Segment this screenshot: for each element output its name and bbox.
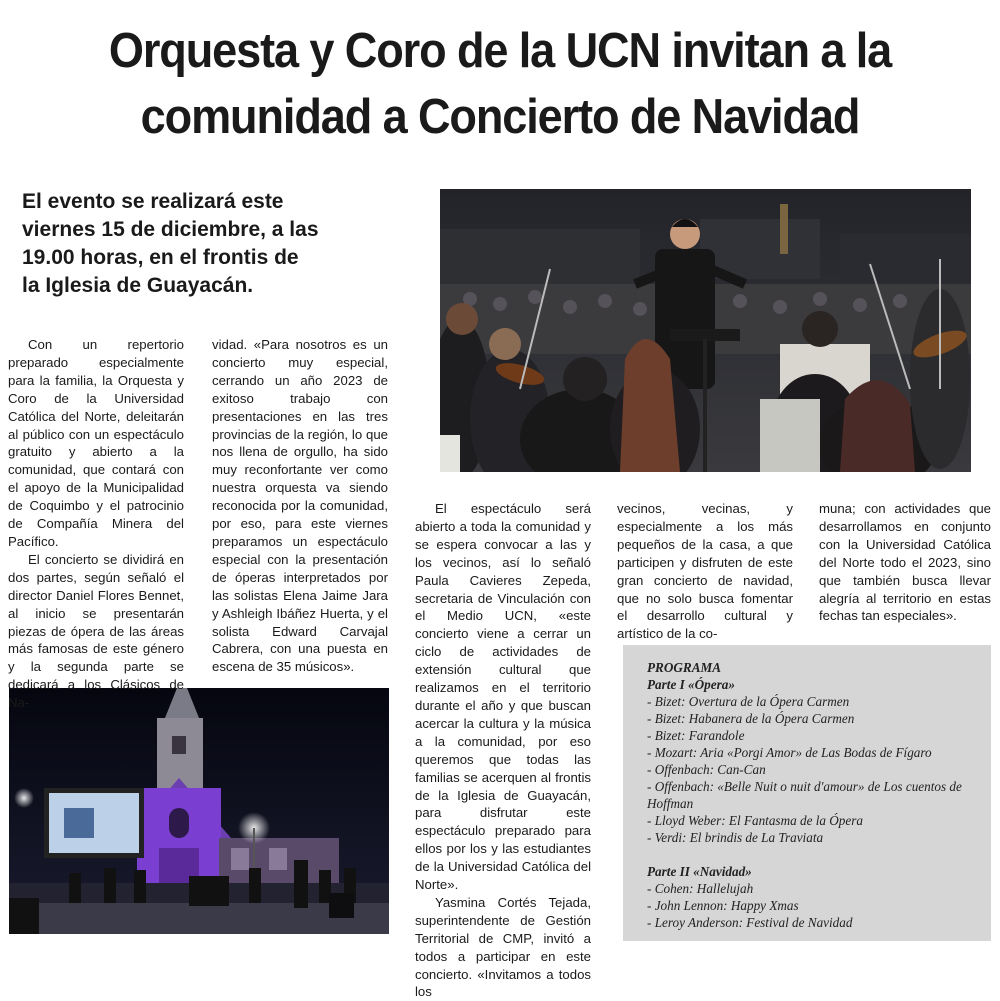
program-item: - Offenbach: «Belle Nuit o nuit d'amour» de Los cuentos de Hoffman [647, 779, 962, 811]
article-column-4 [617, 500, 793, 643]
program-item: - Bizet: Habanera de la Ópera Carmen [647, 711, 855, 726]
paragraph: vidad. «Para nosotros es un concierto muy especial, cerrando un año 2023 de exitoso trabajo con presentaciones en las tres provincias de la región, lo que nos llena de orgullo, ha sido muy reconfortante ver como nuestra orquesta va siendo reconocida por la comunidad, por eso, para este viernes preparamos un espectáculo especial con la presentación de óperas interpretados por las solistas Elena Jaime Jara y Ashleigh Ibáñez Huerta, y el solista Edward Carvajal Cabrera, con una puesta en escena de 35 músicos». [212, 337, 388, 675]
subhead-line: El evento se realizará este [22, 190, 284, 213]
program-part-1-title: Parte I «Ópera» [647, 677, 735, 692]
subhead-line: la Iglesia de Guayacán. [22, 274, 254, 297]
paragraph: Yasmina Cortés Tejada, superintendente de Gestión Territorial de CMP, invitó a todos a participar en este concierto. «Invitamos a todos los [415, 894, 591, 1000]
paragraph: El concierto se dividirá en dos partes, según señaló el director Daniel Flores Bennet, al inicio se presentarán piezas de ópera de las áreas más famosas de este género y la segunda parte se dedicará a los Clásicos de Na- [8, 551, 184, 711]
paragraph: muna; con actividades que desarrollamos en conjunto con la Universidad Católica del Norte todo el 2023, sino que también busca llevar alegría al territorio en estas fechas tan especiales». [819, 501, 991, 624]
paragraph: vecinos, vecinas, y especialmente a los más pequeños de la casa, a que participen y disfruten de este gran concierto de navidad, que no solo busca fomentar el desarrollo cultural y artístico de la co- [617, 501, 793, 642]
program-item: - Lloyd Weber: El Fantasma de la Ópera [647, 813, 863, 828]
article-column-1 [8, 336, 184, 712]
program-item: - Offenbach: Can-Can [647, 762, 766, 777]
article-column-5 [819, 500, 991, 625]
paragraph: El espectáculo será abierto a toda la comunidad y se espera convocar a las y los vecinos, así lo señaló Paula Cavieres Zepeda, secretaria de Vinculación con el Medio UCN, «este concierto viene a cerrar un ciclo de actividades de extensión cultural que realizamos en el territorio durante el año y que buscan acercar la cultura y la música a la comunidad, por eso queremos que todas las familias se acerquen al frontis de la Iglesia de Guayacán, para disfrutar este espectáculo preparado para ellos por los y las estudiantes de la Universidad Católica del Norte». [415, 501, 591, 893]
program-item: - Bizet: Farandole [647, 728, 745, 743]
headline-line: comunidad a Concierto de Navidad [140, 90, 860, 144]
orchestra-photo [440, 189, 971, 472]
headline-line: Orquesta y Coro de la UCN invitan a la [108, 24, 892, 78]
program-item: - Bizet: Overtura de la Ópera Carmen [647, 694, 850, 709]
headline [40, 18, 960, 150]
program-box [623, 645, 991, 941]
program-item: - John Lennon: Happy Xmas [647, 898, 799, 913]
subhead-line: viernes 15 de diciembre, a las [22, 218, 319, 241]
program-part-2-title: Parte II «Navidad» [647, 864, 752, 879]
article-column-2 [212, 336, 388, 676]
subheadline [22, 188, 352, 300]
program-item: - Cohen: Hallelujah [647, 881, 754, 896]
program-title: PROGRAMA [647, 660, 722, 675]
church-photo [9, 688, 389, 934]
paragraph: Con un repertorio preparado especialmente para la familia, la Orquesta y Coro de la Universidad Católica del Norte, deleitarán al público con un espectáculo gratuito y abierto a la comunidad, que contará con el apoyo de la Municipalidad de Coquimbo y el patrocinio de Compañía Minera del Pacífico. [8, 337, 184, 549]
orchestra-illustration [440, 189, 971, 472]
program-item: - Verdi: El brindis de La Traviata [647, 830, 824, 845]
program-item: - Mozart: Aria «Porgi Amor» de Las Bodas de Fígaro [647, 745, 932, 760]
program-item: - Leroy Anderson: Festival de Navidad [647, 915, 853, 930]
subhead-line: 19.00 horas, en el frontis de [22, 246, 299, 269]
article-column-3 [415, 500, 591, 1001]
church-illustration [9, 688, 389, 934]
